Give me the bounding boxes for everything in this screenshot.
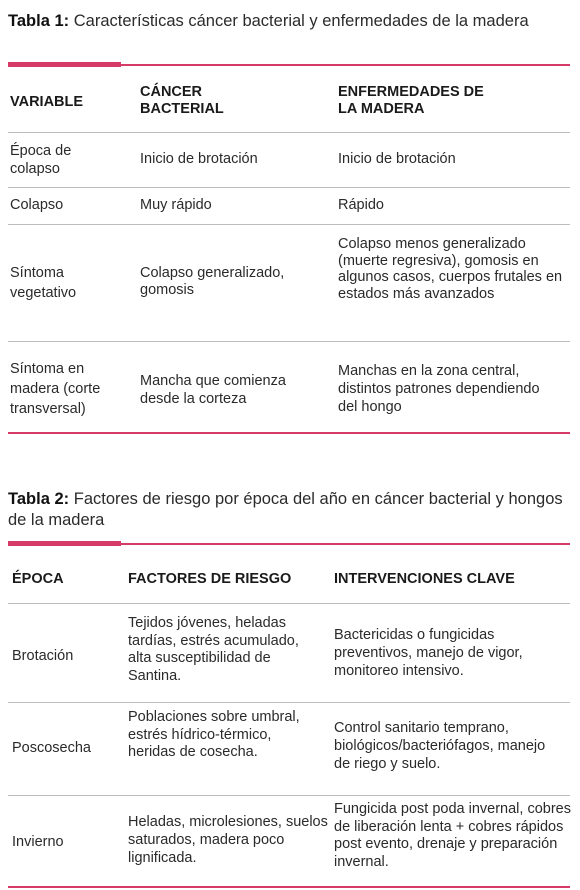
- table1-r4-enfermedades: Manchas en la zona central, distintos patrones dependiendo del hongo: [338, 363, 540, 415]
- table1-row3-rule: [8, 341, 570, 342]
- table2-caption-text: Factores de riesgo por época del año en cáncer bacterial y hongos de la madera: [8, 490, 563, 529]
- table2-accent-bar: [8, 541, 121, 546]
- table1-r1-cancer: Inicio de brotación: [140, 151, 258, 167]
- table2-header-factores: FACTORES DE RIESGO: [128, 571, 292, 587]
- table1-header-cancer: CÁNCER BACTERIAL: [140, 84, 224, 117]
- table2-r1-epoca: Brotación: [12, 648, 74, 664]
- table1-header-enfermedades: ENFERMEDADES DE LA MADERA: [338, 84, 484, 117]
- table1-r1-enfermedades: Inicio de brotación: [338, 151, 456, 167]
- table1-r3-enfermedades: Colapso menos generalizado (muerte regresiva), gomosis en algunos casos, cuerpos frutales en estados más avanzados: [338, 236, 563, 302]
- table2-r3-epoca: Invierno: [12, 834, 64, 850]
- table1-caption-text: Características cáncer bacterial y enfermedades de la madera: [73, 12, 529, 30]
- table2-header-intervenciones: INTERVENCIONES CLAVE: [334, 571, 515, 587]
- table2-row1-rule: [8, 702, 570, 703]
- table1-row2-rule: [8, 224, 570, 225]
- table1-accent-bar: [8, 62, 121, 67]
- table2-r3-intervenciones: Fungicida post poda invernal, cobres de liberación lenta + cobres rápidos post evento, drenaje y preparación invernal.: [334, 801, 571, 870]
- table1-r2-variable: Colapso: [10, 197, 64, 213]
- table1-r4-variable: Síntoma en madera (corte transversal): [10, 361, 101, 417]
- table2-r2-factores: Poblaciones sobre umbral, estrés hídrico-térmico, heridas de cosecha.: [128, 709, 300, 760]
- table1-row1-rule: [8, 187, 570, 188]
- table1-r3-variable: Síntoma vegetativo: [10, 265, 77, 301]
- table1-caption-label: Tabla 1:: [8, 12, 70, 30]
- table2-bottom-rule: [8, 886, 570, 888]
- table1-r1-variable: Época de colapso: [10, 143, 72, 177]
- table1-bottom-rule: [8, 432, 570, 434]
- table1-caption: [8, 11, 574, 32]
- table1-r2-enfermedades: Rápido: [338, 197, 384, 213]
- table2-caption-label: Tabla 2:: [8, 490, 70, 508]
- table2-r1-intervenciones: Bactericidas o fungicidas preventivos, manejo de vigor, monitoreo intensivo.: [334, 627, 523, 679]
- table2-r1-factores: Tejidos jóvenes, heladas tardías, estrés acumulado, alta susceptibilidad de Santina.: [128, 615, 299, 684]
- table1-header-rule: [8, 132, 570, 133]
- table2-row2-rule: [8, 795, 570, 796]
- table2-header-rule: [8, 603, 570, 604]
- table1-r4-cancer: Mancha que comienza desde la corteza: [140, 373, 286, 407]
- table2-r2-intervenciones: Control sanitario temprano, biológicos/bacteriófagos, manejo de riego y suelo.: [334, 720, 546, 772]
- table2-header-epoca: ÉPOCA: [12, 571, 64, 587]
- table2-r2-epoca: Poscosecha: [12, 740, 91, 756]
- table2-r3-factores: Heladas, microlesiones, suelos saturados, madera poco lignificada.: [128, 814, 328, 866]
- table2-caption: [8, 489, 574, 531]
- table1-r3-cancer: Colapso generalizado, gomosis: [140, 265, 285, 298]
- table1-header-variable: VARIABLE: [10, 94, 84, 110]
- table1-r2-cancer: Muy rápido: [140, 197, 212, 213]
